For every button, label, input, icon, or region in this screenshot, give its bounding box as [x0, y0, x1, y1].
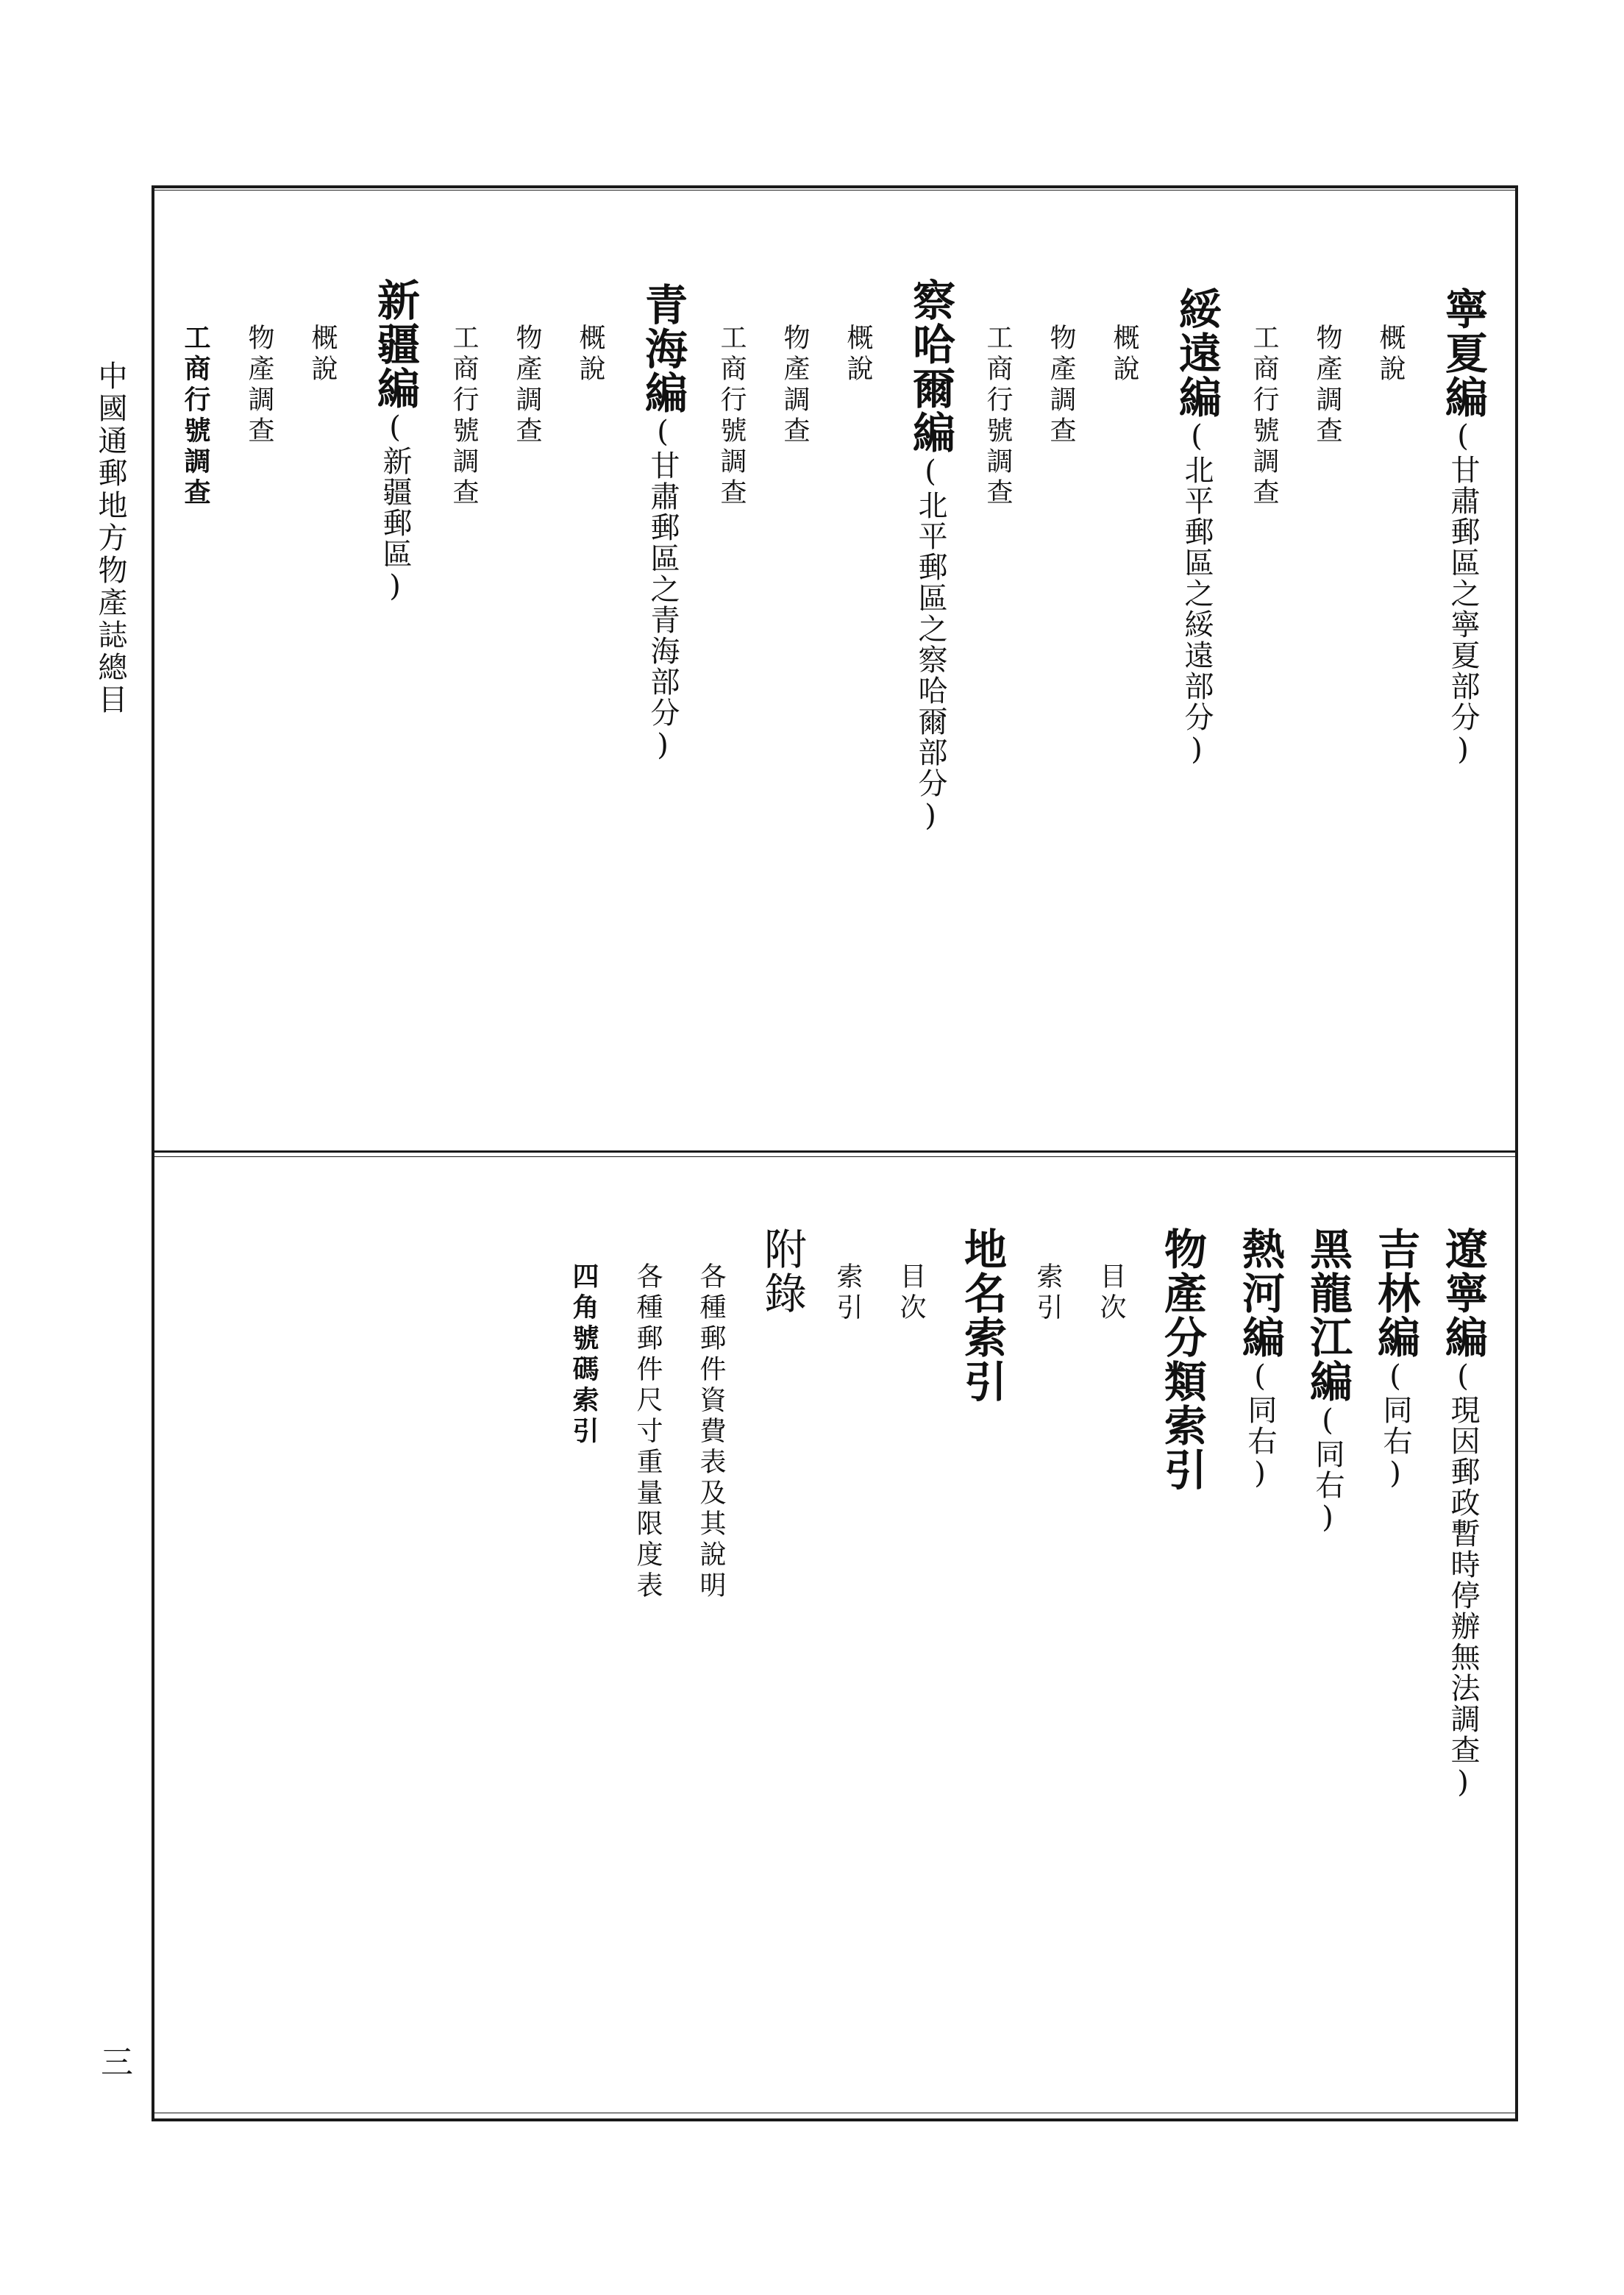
heading-note: (北平郵區之綏遠部分) [1180, 419, 1214, 768]
heading-note: (同右) [1378, 1359, 1412, 1492]
heading-appendix: 附錄 [757, 1227, 807, 1315]
item-chahar-products: 物產調查 [780, 324, 810, 447]
item-xinjiang-overview: 概說 [307, 324, 338, 385]
heading-note: (新疆郵區) [378, 410, 412, 605]
item-four-corner-index: 四角號碼索引 [569, 1262, 599, 1448]
item-product-index-contents: 目次 [1096, 1262, 1126, 1324]
item-suiyuan-overview: 概說 [1109, 324, 1139, 385]
item-ningxia-firms: 工商行號調查 [1249, 324, 1279, 509]
heading-rehe [1235, 1227, 1285, 1492]
heading-product-index: 物產分類索引 [1157, 1227, 1207, 1492]
heading-title: 吉林編 [1370, 1227, 1420, 1359]
heading-title: 熱河編 [1235, 1227, 1285, 1359]
heading-suiyuan [1172, 287, 1222, 768]
item-place-index-contents: 目次 [896, 1262, 926, 1324]
item-suiyuan-products: 物產調查 [1046, 324, 1076, 447]
heading-note: (北平郵區之察哈爾部分) [914, 455, 947, 834]
item-xinjiang-products: 物產調查 [244, 324, 274, 447]
heading-title: 黑龍江編 [1303, 1227, 1353, 1403]
item-suiyuan-firms: 工商行號調查 [983, 324, 1013, 509]
item-ningxia-overview: 概說 [1375, 324, 1406, 385]
item-chahar-overview: 概說 [843, 324, 873, 385]
heading-title: 新疆編 [370, 278, 420, 410]
heading-note: (甘肅郵區之青海部分) [646, 415, 680, 764]
book-title: 中國通郵地方物產誌總目 [93, 360, 127, 716]
frame-rule-top [152, 190, 1518, 191]
heading-xinjiang [370, 278, 420, 605]
heading-ningxia [1438, 287, 1488, 768]
heading-qinghai [638, 282, 688, 764]
heading-title: 寧夏編 [1438, 287, 1488, 419]
heading-chahar [905, 278, 955, 834]
heading-title: 青海編 [638, 282, 688, 415]
item-qinghai-products: 物產調查 [512, 324, 542, 447]
heading-heilongjiang [1303, 1227, 1353, 1536]
page-frame [152, 185, 1518, 2121]
heading-note: (同右) [1311, 1403, 1345, 1536]
item-qinghai-firms: 工商行號調查 [449, 324, 479, 509]
heading-title: 遼寧編 [1438, 1227, 1488, 1359]
item-appendix-rates: 各種郵件資費表及其說明 [696, 1262, 726, 1602]
item-xinjiang-firms: 工商行號調查 [180, 324, 211, 509]
heading-note: (甘肅郵區之寧夏部分) [1446, 419, 1480, 768]
page-number: 三 [95, 2045, 132, 2077]
heading-liaoning [1438, 1227, 1488, 1801]
item-qinghai-overview: 概說 [575, 324, 605, 385]
heading-note: (同右) [1243, 1359, 1277, 1492]
item-place-index-index: 索引 [833, 1262, 863, 1324]
heading-title: 綏遠編 [1172, 287, 1222, 419]
item-ningxia-products: 物產調查 [1312, 324, 1342, 447]
heading-place-index: 地名索引 [957, 1227, 1007, 1403]
heading-jilin [1370, 1227, 1420, 1492]
item-appendix-limits: 各種郵件尺寸重量限度表 [633, 1262, 663, 1602]
heading-title: 察哈爾編 [905, 278, 955, 455]
item-chahar-firms: 工商行號調查 [716, 324, 747, 509]
heading-note: (現因郵政暫時停辦無法調查) [1446, 1359, 1480, 1801]
section-divider [152, 1150, 1518, 1153]
item-product-index-index: 索引 [1033, 1262, 1063, 1324]
section-divider-thin [152, 1156, 1518, 1157]
